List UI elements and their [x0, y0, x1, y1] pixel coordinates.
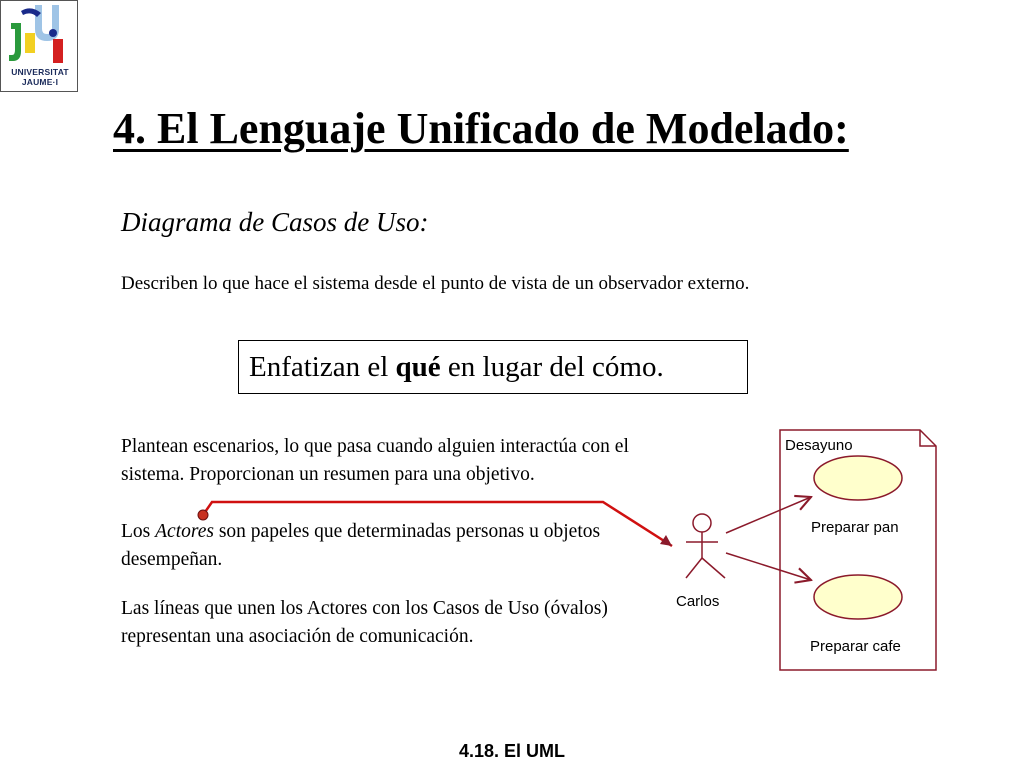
package-name-label: Desayuno: [785, 437, 853, 454]
pointer-line: [198, 502, 672, 546]
actor-icon: [686, 514, 725, 578]
slide-footer: 4.18. El UML: [458, 741, 566, 761]
use-case-oval-2: [814, 575, 902, 619]
slide-title: 4. El Lenguaje Unificado de Modelado:: [113, 104, 849, 153]
logo-text-line2: JAUME·I: [21, 77, 59, 87]
logo-text-line1: UNIVERSITAT: [11, 67, 69, 77]
actors-text-before: Los: [121, 521, 156, 542]
highlight-text-after: en lugar del cómo.: [440, 351, 664, 383]
description-text: Describen lo que hace el sistema desde el punto de vista de un observador externo.: [121, 273, 750, 294]
highlight-text-bold: qué: [395, 351, 441, 383]
use-case-label-2: Preparar cafe: [810, 638, 901, 655]
highlight-text-before: Enfatizan el: [249, 351, 396, 383]
actors-text-italic: Actores: [155, 521, 214, 542]
section-subtitle: Diagrama de Casos de Uso:: [121, 207, 429, 237]
use-case-oval-1: [814, 456, 902, 500]
lines-paragraph: Las líneas que unen los Actores con los Casos de Uso (óvalos) representan una asociación de comunicación.: [121, 598, 608, 647]
scenarios-paragraph: Plantean escenarios, lo que pasa cuando alguien interactúa con el sistema. Proporcionan un resumen para una objetivo.: [121, 436, 629, 485]
actor-name-label: Carlos: [676, 593, 720, 610]
actors-text-after: son papeles que determinadas personas u objetos desempeñan.: [121, 521, 601, 570]
use-case-label-1: Preparar pan: [811, 519, 899, 536]
